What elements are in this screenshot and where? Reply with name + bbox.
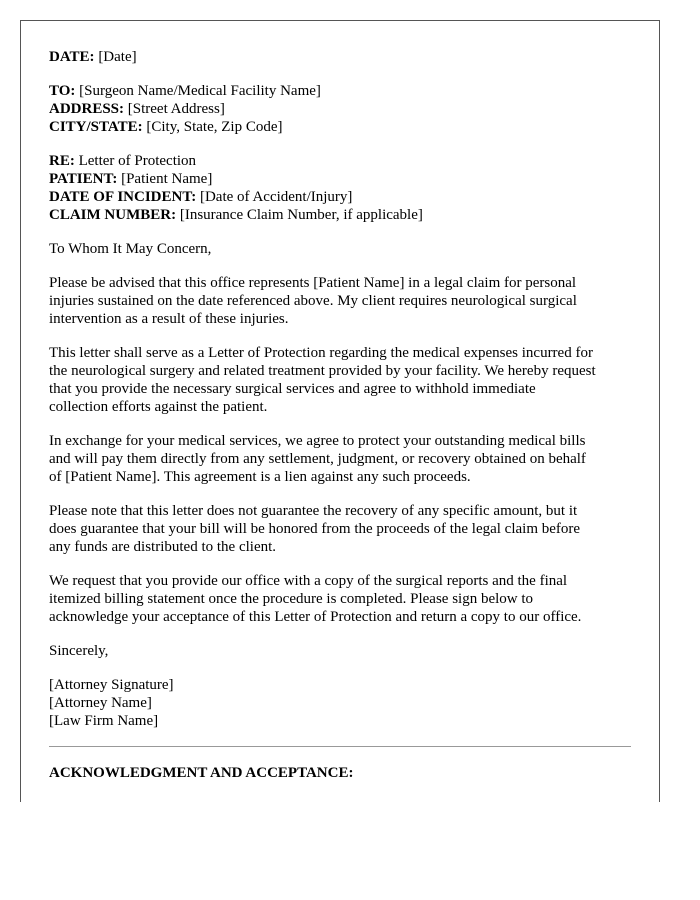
paragraph-line: any funds are distributed to the client.: [49, 539, 277, 555]
date-block: [49, 48, 631, 66]
city-value: [City, State, Zip Code]: [146, 119, 283, 135]
claim-value: [Insurance Claim Number, if applicable]: [179, 207, 423, 223]
to-line: [49, 82, 631, 100]
incident-label: DATE OF INCIDENT:: [49, 189, 197, 205]
incident-line: [49, 188, 631, 206]
acknowledgment-heading: ACKNOWLEDGMENT AND ACCEPTANCE:: [49, 765, 354, 781]
closing: Sincerely,: [49, 643, 109, 659]
paragraph-line: does guarantee that your bill will be honored from the proceeds of the legal claim before: [49, 521, 581, 537]
paragraph-line: of [Patient Name]. This agreement is a lien against any such proceeds.: [49, 469, 471, 485]
patient-line: [49, 170, 631, 188]
paragraph-line: This letter shall serve as a Letter of Protection regarding the medical expenses incurred for: [49, 345, 593, 361]
law-firm-name: [Law Firm Name]: [49, 713, 159, 729]
section-divider: [49, 746, 631, 747]
letter-page: [20, 20, 660, 802]
paragraph-line: that you provide the necessary surgical services and agree to withhold immediate: [49, 381, 536, 397]
date-value: [Date]: [98, 49, 137, 65]
body-paragraph: [49, 344, 631, 416]
date-label: DATE:: [49, 49, 95, 65]
recipient-block: [49, 82, 631, 136]
paragraph-line: injuries sustained on the date referenced above. My client requires neurological surgical: [49, 293, 577, 309]
paragraph-line: In exchange for your medical services, we agree to protect your outstanding medical bills: [49, 433, 586, 449]
re-value: Letter of Protection: [78, 153, 197, 169]
signature-block: [49, 676, 631, 730]
paragraph-line: We request that you provide our office with a copy of the surgical reports and the final: [49, 573, 568, 589]
city-line: [49, 118, 631, 136]
paragraph-line: itemized billing statement once the procedure is completed. Please sign below to: [49, 591, 534, 607]
claim-label: CLAIM NUMBER:: [49, 207, 177, 223]
re-label: RE:: [49, 153, 75, 169]
paragraph-line: Please note that this letter does not guarantee the recovery of any specific amount, but it: [49, 503, 578, 519]
address-line: [49, 100, 631, 118]
paragraph-line: collection efforts against the patient.: [49, 399, 268, 415]
date-line: [49, 48, 631, 66]
attorney-name: [Attorney Name]: [49, 695, 152, 711]
paragraph-line: and will pay them directly from any settlement, judgment, or recovery obtained on behalf: [49, 451, 586, 467]
salutation: To Whom It May Concern,: [49, 241, 212, 257]
paragraph-line: the neurological surgery and related treatment provided by your facility. We hereby request: [49, 363, 596, 379]
address-label: ADDRESS:: [49, 101, 125, 117]
attorney-signature: [Attorney Signature]: [49, 677, 174, 693]
city-label: CITY/STATE:: [49, 119, 143, 135]
paragraph-line: Please be advised that this office represents [Patient Name] in a legal claim for personal: [49, 275, 577, 291]
re-line: [49, 152, 631, 170]
incident-value: [Date of Accident/Injury]: [199, 189, 353, 205]
to-value: [Surgeon Name/Medical Facility Name]: [79, 83, 321, 99]
patient-value: [Patient Name]: [121, 171, 213, 187]
address-value: [Street Address]: [127, 101, 225, 117]
to-label: TO:: [49, 83, 76, 99]
body-paragraph: [49, 502, 631, 556]
body-paragraph: [49, 432, 631, 486]
reference-block: [49, 152, 631, 224]
patient-label: PATIENT:: [49, 171, 118, 187]
paragraph-line: intervention as a result of these injuries.: [49, 311, 289, 327]
paragraph-line: acknowledge your acceptance of this Letter of Protection and return a copy to our office.: [49, 609, 582, 625]
claim-line: [49, 206, 631, 224]
body-paragraph: [49, 572, 631, 626]
body-paragraph: [49, 274, 631, 328]
